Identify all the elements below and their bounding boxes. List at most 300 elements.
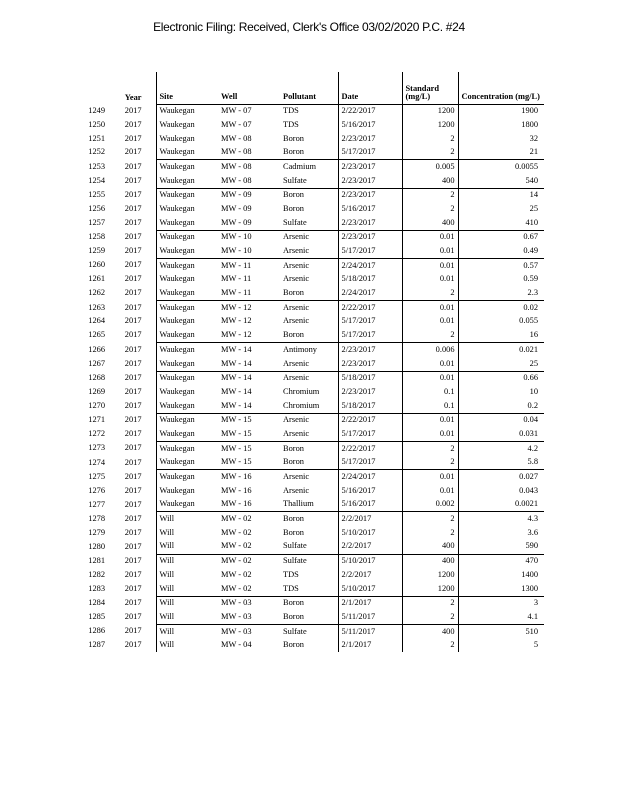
cell-standard: 2: [402, 286, 458, 300]
cell-year: 2017: [124, 274, 142, 284]
cell-well: MW - 04: [221, 640, 252, 650]
cell-row-number: 1266: [88, 344, 105, 354]
cell-year: 2017: [124, 541, 142, 551]
cell-concentration: 2.3: [458, 286, 544, 300]
cell-well: MW - 15: [221, 428, 252, 438]
table-row: [76, 470, 544, 484]
cell-date: 2/2/2017: [338, 540, 402, 554]
cell-concentration: 470: [458, 554, 544, 568]
cell-pollutant: Chromium: [283, 386, 320, 396]
cell-well: MW - 03: [218, 624, 280, 638]
cell-pollutant: TDS: [283, 119, 299, 129]
table-row: [76, 273, 544, 287]
cell-date: 2/23/2017: [338, 132, 402, 146]
cell-row-number: 1256: [88, 203, 105, 213]
cell-date: 5/18/2017: [338, 399, 402, 413]
cell-pollutant: Arsenic: [283, 246, 310, 256]
cell-year: 2017: [124, 499, 142, 509]
table-row: [76, 244, 544, 258]
cell-concentration: 0.04: [458, 413, 544, 427]
cell-well: MW - 15: [218, 413, 280, 427]
cell-site: Waukegan: [156, 118, 218, 132]
cell-standard: 0.01: [402, 413, 458, 427]
cell-date: 5/16/2017: [338, 484, 402, 498]
cell-standard: 2: [402, 442, 458, 456]
cell-year: 2017: [124, 358, 142, 368]
cell-concentration: 0.043: [458, 484, 544, 498]
cell-pollutant: TDS: [283, 569, 299, 579]
cell-site: Will: [156, 582, 218, 596]
cell-date: 5/16/2017: [338, 118, 402, 132]
cell-standard: 0.01: [402, 470, 458, 484]
cell-site: Waukegan: [156, 286, 218, 300]
cell-site: Waukegan: [156, 301, 218, 315]
cell-row-number: 1253: [88, 161, 105, 171]
cell-year: 2017: [124, 415, 142, 425]
cell-year: 2017: [124, 330, 142, 340]
table-row: [76, 259, 544, 273]
cell-well: MW - 09: [221, 203, 252, 213]
cell-pollutant: Arsenic: [280, 259, 338, 273]
cell-well: MW - 08: [218, 160, 280, 174]
cell-concentration: 5.8: [458, 456, 544, 470]
cell-well: MW - 02: [221, 569, 252, 579]
cell-date: 2/24/2017: [338, 286, 402, 300]
cell-concentration: 14: [458, 188, 544, 202]
cell-concentration: 0.02: [458, 301, 544, 315]
cell-concentration: 0.67: [458, 230, 544, 244]
cell-concentration: 3.6: [458, 526, 544, 540]
cell-site: Waukegan: [156, 244, 218, 258]
cell-date: 2/23/2017: [338, 188, 402, 202]
cell-concentration: 1800: [458, 118, 544, 132]
cell-pollutant: Boron: [283, 147, 304, 157]
cell-concentration: 4.2: [458, 442, 544, 456]
cell-year: 2017: [124, 119, 142, 129]
cell-date: 2/22/2017: [338, 104, 402, 118]
cell-year: 2017: [124, 133, 142, 143]
cell-pollutant: Boron: [283, 527, 304, 537]
table-row: [76, 146, 544, 160]
cell-date: 2/22/2017: [338, 442, 402, 456]
cell-site: Waukegan: [156, 132, 218, 146]
table-row: [76, 371, 544, 385]
cell-site: Waukegan: [156, 456, 218, 470]
cell-row-number: 1259: [88, 246, 105, 256]
cell-standard: 1200: [402, 568, 458, 582]
cell-year: 2017: [124, 513, 142, 523]
cell-pollutant: Sulfate: [283, 541, 307, 551]
cell-standard: 1200: [402, 582, 458, 596]
cell-standard: 2: [402, 639, 458, 653]
cell-date: 2/24/2017: [338, 259, 402, 273]
cell-row-number: 1254: [88, 175, 105, 185]
cell-concentration: 3: [458, 596, 544, 610]
table-row: [76, 343, 544, 357]
cell-date: 2/2/2017: [338, 568, 402, 582]
cell-year: 2017: [124, 190, 142, 200]
cell-site: Waukegan: [156, 442, 218, 456]
cell-pollutant: Cadmium: [280, 160, 338, 174]
table-body: [76, 104, 544, 652]
cell-well: MW - 12: [221, 316, 252, 326]
table-row: [76, 174, 544, 188]
cell-date: 5/17/2017: [338, 244, 402, 258]
cell-year: 2017: [124, 640, 142, 650]
cell-row-number: 1258: [88, 232, 105, 242]
cell-site: Waukegan: [156, 385, 218, 399]
cell-date: 2/24/2017: [338, 470, 402, 484]
table-row: [76, 639, 544, 653]
cell-row-number: 1255: [88, 190, 105, 200]
cell-year: 2017: [124, 597, 142, 607]
cell-pollutant: Boron: [283, 330, 304, 340]
cell-year: 2017: [124, 429, 142, 439]
cell-well: MW - 08: [221, 133, 252, 143]
cell-year: 2017: [124, 626, 142, 636]
cell-row-number: 1271: [88, 415, 105, 425]
table-row: [76, 526, 544, 540]
table-header: [76, 72, 544, 104]
cell-standard: 0.01: [402, 230, 458, 244]
cell-year: 2017: [124, 302, 142, 312]
cell-concentration: 0.055: [458, 315, 544, 329]
cell-row-number: 1277: [88, 499, 105, 509]
cell-row-number: 1261: [88, 274, 105, 284]
table-row: [76, 357, 544, 371]
cell-date: 2/23/2017: [338, 343, 402, 357]
cell-concentration: 0.59: [458, 273, 544, 287]
cell-row-number: 1268: [88, 372, 105, 382]
cell-year: 2017: [124, 316, 142, 326]
cell-year: 2017: [124, 386, 142, 396]
cell-site: Waukegan: [156, 484, 218, 498]
cell-standard: 2: [402, 146, 458, 160]
cell-pollutant: Sulfate: [280, 554, 338, 568]
cell-well: MW - 14: [221, 358, 252, 368]
cell-row-number: 1272: [88, 429, 105, 439]
cell-site: Will: [156, 624, 218, 638]
table-row: [76, 160, 544, 174]
table-row: [76, 624, 544, 638]
cell-site: Will: [156, 596, 218, 610]
cell-well: MW - 11: [221, 274, 252, 284]
cell-row-number: 1279: [88, 527, 105, 537]
table-row: [76, 329, 544, 343]
cell-site: Waukegan: [156, 315, 218, 329]
cell-concentration: 1900: [458, 104, 544, 118]
cell-pollutant: Boron: [283, 611, 304, 621]
cell-year: 2017: [124, 203, 142, 213]
cell-date: 5/10/2017: [338, 526, 402, 540]
cell-year: 2017: [124, 246, 142, 256]
cell-row-number: 1282: [88, 569, 105, 579]
cell-site: Will: [156, 554, 218, 568]
cell-standard: 0.002: [402, 498, 458, 512]
cell-concentration: 1400: [458, 568, 544, 582]
cell-row-number: 1257: [88, 217, 105, 227]
cell-well: MW - 08: [221, 147, 252, 157]
table-row: [76, 286, 544, 300]
cell-concentration: 0.66: [458, 371, 544, 385]
cell-site: Waukegan: [156, 174, 218, 188]
cell-year: 2017: [124, 485, 142, 495]
cell-concentration: 0.2: [458, 399, 544, 413]
column-header-pollutant: Pollutant: [283, 92, 317, 102]
cell-pollutant: Boron: [280, 596, 338, 610]
cell-year: 2017: [124, 288, 142, 298]
cell-row-number: 1280: [88, 541, 105, 551]
table-row: [76, 118, 544, 132]
cell-well: MW - 12: [221, 330, 252, 340]
cell-concentration: 0.57: [458, 259, 544, 273]
table-row: [76, 442, 544, 456]
cell-date: 5/16/2017: [338, 498, 402, 512]
cell-concentration: 0.0055: [458, 160, 544, 174]
cell-pollutant: Boron: [283, 640, 304, 650]
cell-well: MW - 16: [218, 470, 280, 484]
cell-standard: 0.01: [402, 371, 458, 385]
cell-concentration: 0.49: [458, 244, 544, 258]
cell-pollutant: Boron: [283, 457, 304, 467]
cell-row-number: 1283: [88, 583, 105, 593]
table-row: [76, 188, 544, 202]
cell-pollutant: Arsenic: [283, 485, 310, 495]
cell-pollutant: Arsenic: [280, 301, 338, 315]
cell-site: Waukegan: [156, 371, 218, 385]
table-row: [76, 216, 544, 230]
cell-standard: 1200: [402, 118, 458, 132]
cell-well: MW - 08: [221, 175, 252, 185]
cell-row-number: 1273: [88, 443, 105, 453]
cell-row-number: 1287: [88, 640, 105, 650]
cell-year: 2017: [124, 569, 142, 579]
cell-site: Waukegan: [156, 343, 218, 357]
cell-site: Waukegan: [156, 413, 218, 427]
table-row: [76, 301, 544, 315]
cell-year: 2017: [124, 217, 142, 227]
cell-site: Waukegan: [156, 146, 218, 160]
cell-standard: 2: [402, 512, 458, 526]
cell-standard: 2: [402, 526, 458, 540]
cell-well: MW - 09: [218, 188, 280, 202]
cell-standard: 2: [402, 610, 458, 624]
cell-date: 2/23/2017: [338, 230, 402, 244]
cell-well: MW - 07: [218, 104, 280, 118]
cell-pollutant: Boron: [283, 133, 304, 143]
cell-date: 5/17/2017: [338, 427, 402, 441]
cell-date: 5/17/2017: [338, 456, 402, 470]
cell-pollutant: Arsenic: [280, 413, 338, 427]
cell-site: Waukegan: [156, 202, 218, 216]
table-row: [76, 596, 544, 610]
cell-row-number: 1278: [88, 513, 105, 523]
cell-well: MW - 02: [221, 583, 252, 593]
cell-row-number: 1285: [88, 612, 105, 622]
cell-pollutant: Chromium: [283, 400, 320, 410]
table-row: [76, 540, 544, 554]
cell-site: Waukegan: [156, 273, 218, 287]
cell-row-number: 1281: [88, 555, 105, 565]
table-row: [76, 132, 544, 146]
cell-standard: 0.006: [402, 343, 458, 357]
cell-date: 2/22/2017: [338, 413, 402, 427]
cell-date: 5/10/2017: [338, 554, 402, 568]
cell-year: 2017: [124, 612, 142, 622]
cell-year: 2017: [124, 555, 142, 565]
cell-site: Will: [156, 540, 218, 554]
cell-date: 2/23/2017: [338, 160, 402, 174]
cell-concentration: 510: [458, 624, 544, 638]
cell-standard: 0.01: [402, 315, 458, 329]
cell-pollutant: Boron: [280, 188, 338, 202]
column-header-date: Date: [338, 72, 402, 104]
cell-standard: 0.01: [402, 484, 458, 498]
cell-site: Will: [156, 526, 218, 540]
cell-pollutant: Arsenic: [280, 230, 338, 244]
cell-date: 5/17/2017: [338, 146, 402, 160]
cell-site: Waukegan: [156, 470, 218, 484]
column-header-well: Well: [221, 92, 238, 102]
cell-standard: 1200: [402, 104, 458, 118]
column-header-standard: Standard (mg/L): [402, 72, 458, 104]
cell-pollutant: Arsenic: [280, 470, 338, 484]
cell-row-number: 1276: [88, 485, 105, 495]
cell-concentration: 25: [458, 202, 544, 216]
cell-row-number: 1251: [88, 133, 105, 143]
cell-well: MW - 16: [221, 485, 252, 495]
cell-year: 2017: [124, 175, 142, 185]
cell-pollutant: Arsenic: [283, 316, 310, 326]
cell-date: 5/18/2017: [338, 273, 402, 287]
cell-pollutant: Arsenic: [283, 274, 310, 284]
cell-well: MW - 14: [221, 386, 252, 396]
cell-concentration: 32: [458, 132, 544, 146]
cell-row-number: 1252: [88, 147, 105, 157]
cell-standard: 2: [402, 132, 458, 146]
cell-site: Waukegan: [156, 498, 218, 512]
cell-site: Waukegan: [156, 357, 218, 371]
cell-pollutant: Arsenic: [283, 428, 310, 438]
cell-row-number: 1267: [88, 358, 105, 368]
cell-concentration: 0.0021: [458, 498, 544, 512]
cell-standard: 2: [402, 202, 458, 216]
cell-date: 2/23/2017: [338, 174, 402, 188]
table-row: [76, 568, 544, 582]
cell-pollutant: Sulfate: [283, 217, 307, 227]
cell-site: Waukegan: [156, 399, 218, 413]
cell-pollutant: Sulfate: [280, 624, 338, 638]
cell-standard: 2: [402, 456, 458, 470]
cell-standard: 0.01: [402, 244, 458, 258]
cell-year: 2017: [124, 372, 142, 382]
cell-year: 2017: [124, 105, 142, 115]
cell-date: 5/18/2017: [338, 371, 402, 385]
cell-site: Will: [156, 568, 218, 582]
cell-concentration: 4.1: [458, 610, 544, 624]
table-row: [76, 413, 544, 427]
cell-well: MW - 14: [218, 343, 280, 357]
cell-year: 2017: [124, 147, 142, 157]
cell-pollutant: TDS: [283, 583, 299, 593]
cell-well: MW - 02: [221, 541, 252, 551]
cell-date: 2/1/2017: [338, 596, 402, 610]
cell-standard: 0.1: [402, 385, 458, 399]
cell-year: 2017: [124, 527, 142, 537]
cell-concentration: 4.3: [458, 512, 544, 526]
cell-year: 2017: [124, 161, 142, 171]
cell-standard: 2: [402, 188, 458, 202]
table-row: [76, 456, 544, 470]
cell-well: MW - 10: [221, 246, 252, 256]
cell-row-number: 1260: [88, 260, 105, 270]
cell-concentration: 5: [458, 639, 544, 653]
cell-concentration: 25: [458, 357, 544, 371]
cell-row-number: 1274: [88, 457, 105, 467]
cell-year: 2017: [124, 260, 142, 270]
cell-pollutant: Thallium: [283, 499, 314, 509]
table-row: [76, 399, 544, 413]
column-header-site: Site: [156, 72, 218, 104]
table-row: [76, 427, 544, 441]
cell-year: 2017: [124, 232, 142, 242]
cell-well: MW - 14: [218, 371, 280, 385]
cell-year: 2017: [124, 457, 142, 467]
cell-site: Waukegan: [156, 160, 218, 174]
cell-site: Will: [156, 639, 218, 653]
table-row: [76, 582, 544, 596]
cell-date: 2/22/2017: [338, 301, 402, 315]
column-header-concentration: Concentration (mg/L): [458, 72, 544, 104]
table-row: [76, 202, 544, 216]
cell-site: Waukegan: [156, 329, 218, 343]
cell-pollutant: Arsenic: [280, 371, 338, 385]
cell-row-number: 1275: [88, 471, 105, 481]
cell-row-number: 1250: [88, 119, 105, 129]
cell-concentration: 21: [458, 146, 544, 160]
cell-well: MW - 12: [218, 301, 280, 315]
table-row: [76, 554, 544, 568]
cell-well: MW - 16: [221, 499, 252, 509]
cell-pollutant: TDS: [280, 104, 338, 118]
cell-row-number: 1265: [88, 330, 105, 340]
cell-year: 2017: [124, 471, 142, 481]
column-header-year: Year: [124, 92, 142, 102]
cell-well: MW - 02: [218, 512, 280, 526]
filing-stamp-header: Electronic Filing: Received, Clerk's Office 03/02/2020 P.C. #24: [153, 20, 465, 34]
cell-date: 5/17/2017: [338, 329, 402, 343]
cell-row-number: 1286: [88, 626, 105, 636]
cell-row-number: 1284: [88, 597, 105, 607]
cell-year: 2017: [124, 583, 142, 593]
table-row: [76, 230, 544, 244]
cell-standard: 0.01: [402, 273, 458, 287]
cell-row-number: 1270: [88, 400, 105, 410]
monitoring-data-table: [76, 72, 544, 652]
cell-well: MW - 09: [221, 217, 252, 227]
cell-standard: 400: [402, 554, 458, 568]
table-row: [76, 610, 544, 624]
cell-pollutant: Antimony: [280, 343, 338, 357]
table-row: [76, 512, 544, 526]
cell-pollutant: Arsenic: [283, 358, 310, 368]
cell-concentration: 10: [458, 385, 544, 399]
table-row: [76, 315, 544, 329]
column-header-row-number: [76, 72, 108, 104]
table-row: [76, 385, 544, 399]
cell-well: MW - 11: [221, 288, 252, 298]
table-row: [76, 104, 544, 118]
